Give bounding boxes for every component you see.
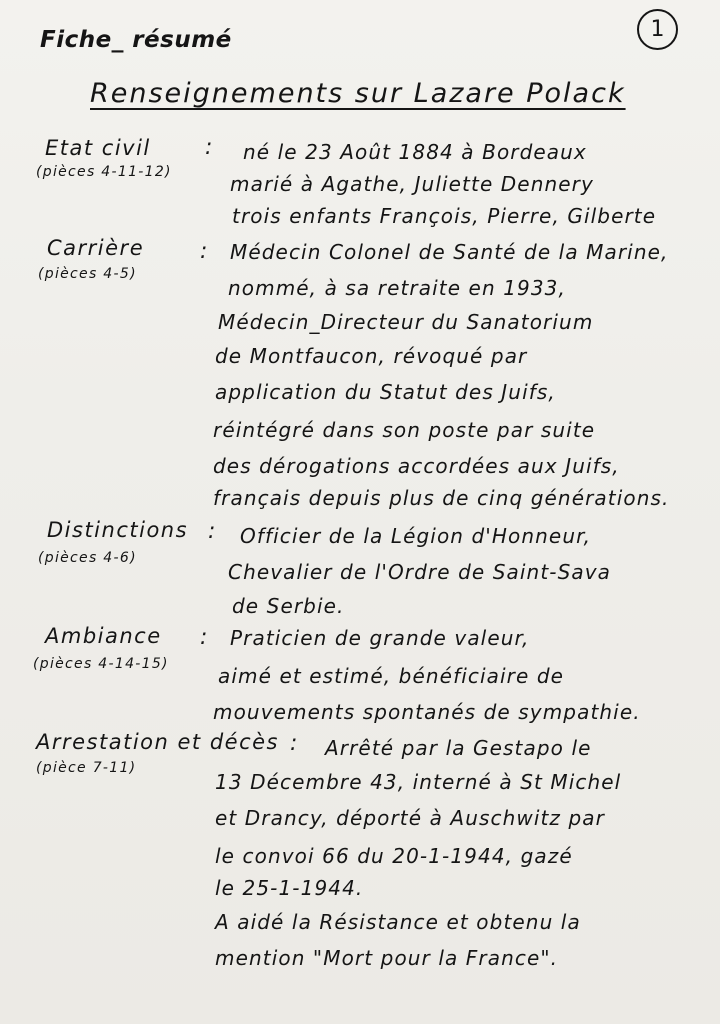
section-ref-carriere: (pièces 4-5)	[38, 266, 137, 282]
carriere-line: application du Statut des Juifs,	[215, 380, 556, 404]
arrestation-line: Arrêté par la Gestapo le	[325, 736, 592, 760]
page-number: 1	[637, 9, 678, 50]
carriere-line: nommé, à sa retraite en 1933,	[228, 276, 566, 300]
section-ref-etat-civil: (pièces 4-11-12)	[36, 164, 172, 180]
distinctions-line: Officier de la Légion d'Honneur,	[240, 524, 592, 548]
section-colon: :	[208, 519, 217, 544]
section-label-distinctions: Distinctions	[47, 518, 189, 542]
section-colon: :	[200, 239, 209, 264]
distinctions-line: Chevalier de l'Ordre de Saint-Sava	[228, 560, 612, 584]
document-title: Fiche_ résumé	[40, 27, 232, 53]
section-label-ambiance: Ambiance	[45, 624, 162, 648]
carriere-line: Médecin_Directeur du Sanatorium	[218, 310, 594, 334]
section-label-etat-civil: Etat civil	[45, 136, 151, 160]
etat-civil-line: marié à Agathe, Juliette Dennery	[230, 172, 594, 196]
arrestation-line: A aidé la Résistance et obtenu la	[215, 910, 581, 934]
section-ref-arrestation: (pièce 7-11)	[36, 760, 137, 776]
carriere-line: réintégré dans son poste par suite	[213, 418, 596, 442]
section-ref-distinctions: (pièces 4-6)	[38, 550, 137, 566]
arrestation-line: et Drancy, déporté à Auschwitz par	[215, 806, 605, 830]
arrestation-line: mention "Mort pour la France".	[215, 946, 559, 970]
arrestation-line: 13 Décembre 43, interné à St Michel	[215, 770, 622, 794]
distinctions-line: de Serbie.	[232, 594, 345, 618]
carriere-line: Médecin Colonel de Santé de la Marine,	[230, 240, 669, 264]
carriere-line: français depuis plus de cinq générations.	[213, 486, 670, 510]
etat-civil-line: né le 23 Août 1884 à Bordeaux	[243, 140, 587, 164]
arrestation-line: le convoi 66 du 20-1-1944, gazé	[215, 844, 573, 868]
section-label-carriere: Carrière	[47, 236, 145, 260]
section-colon: :	[290, 731, 299, 756]
ambiance-line: Praticien de grande valeur,	[230, 626, 530, 650]
section-colon: :	[200, 625, 209, 650]
ambiance-line: mouvements spontanés de sympathie.	[213, 700, 641, 724]
document-heading: Renseignements sur Lazare Polack	[90, 78, 626, 109]
etat-civil-line: trois enfants François, Pierre, Gilberte	[232, 204, 657, 228]
carriere-line: de Montfaucon, révoqué par	[215, 344, 528, 368]
section-label-arrestation: Arrestation et décès	[36, 730, 279, 754]
ambiance-line: aimé et estimé, bénéficiaire de	[218, 664, 565, 688]
section-colon: :	[205, 135, 214, 160]
carriere-line: des dérogations accordées aux Juifs,	[213, 454, 620, 478]
section-ref-ambiance: (pièces 4-14-15)	[33, 656, 169, 672]
arrestation-line: le 25-1-1944.	[215, 876, 364, 900]
